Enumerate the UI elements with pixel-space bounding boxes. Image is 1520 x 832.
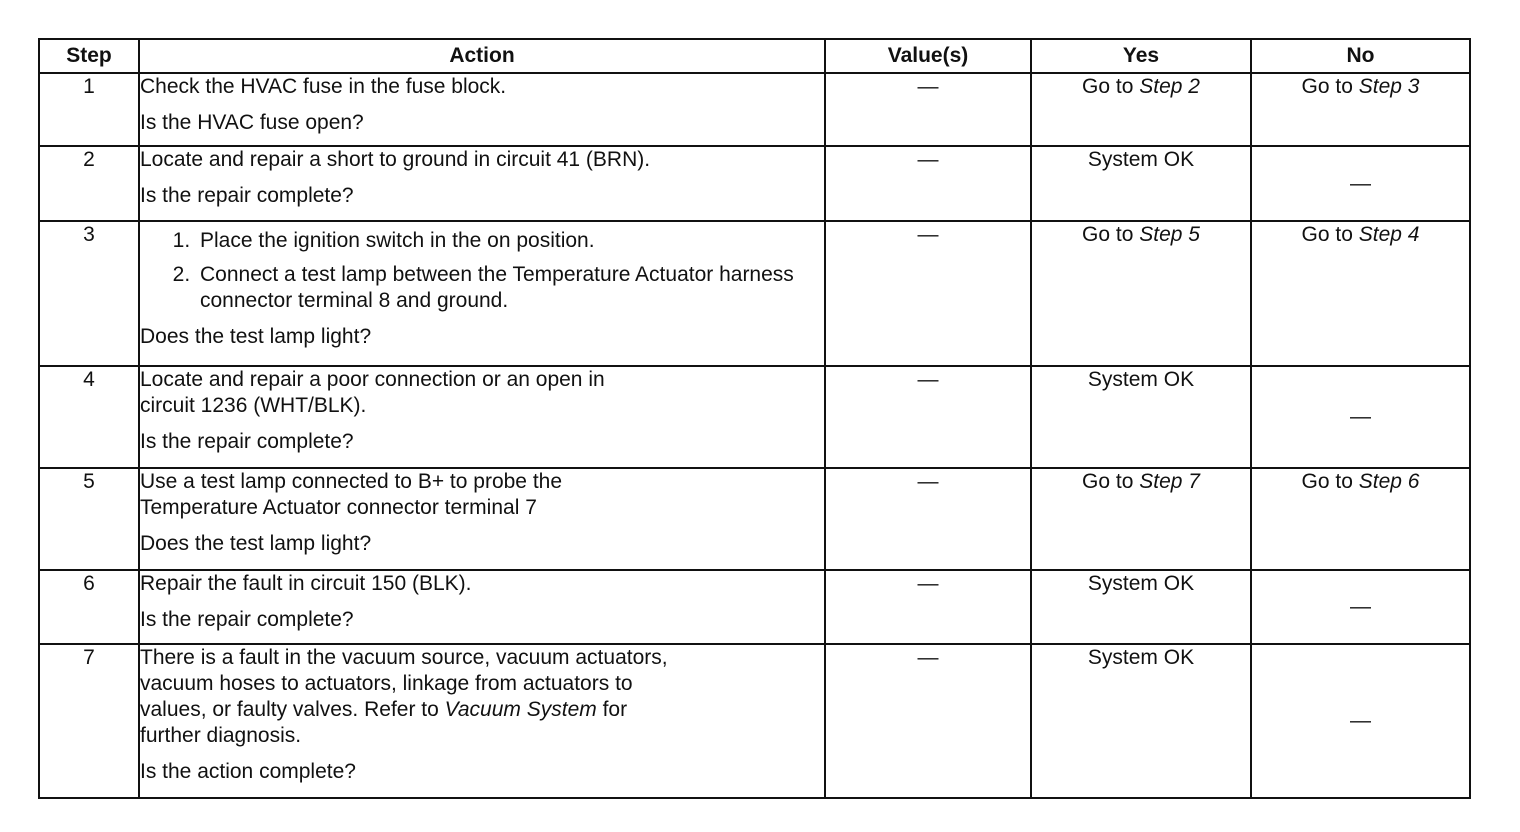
vacuum-system-reference[interactable]: Vacuum System bbox=[444, 698, 597, 721]
step-number: 6 bbox=[39, 570, 139, 644]
no-prefix: Go to bbox=[1301, 75, 1359, 98]
no-step-link[interactable]: Step 4 bbox=[1358, 223, 1420, 246]
yes-step-link[interactable]: Step 5 bbox=[1139, 223, 1200, 246]
value-cell: — bbox=[825, 366, 1031, 468]
question-text: Is the repair complete? bbox=[140, 608, 354, 631]
action-text: Temperature Actuator connector terminal 7 bbox=[140, 496, 537, 519]
value-cell: — bbox=[825, 468, 1031, 570]
substep-list bbox=[140, 228, 824, 314]
action-text: circuit 1236 (WHT/BLK). bbox=[140, 394, 367, 417]
yes-cell: System OK bbox=[1031, 146, 1251, 221]
yes-cell bbox=[1031, 468, 1251, 570]
no-cell: — bbox=[1251, 570, 1470, 644]
step-number: 3 bbox=[39, 221, 139, 366]
action-text: Locate and repair a short to ground in circuit 41 (BRN). bbox=[140, 148, 651, 171]
action-text: Check the HVAC fuse in the fuse block. bbox=[140, 75, 507, 98]
action-text: further diagnosis. bbox=[140, 724, 302, 747]
no-step-link[interactable]: Step 6 bbox=[1358, 470, 1420, 493]
yes-cell: System OK bbox=[1031, 570, 1251, 644]
question-text: Does the test lamp light? bbox=[140, 532, 372, 555]
no-step-link[interactable]: Step 3 bbox=[1358, 75, 1420, 98]
no-cell: — bbox=[1251, 366, 1470, 468]
yes-step-link[interactable]: Step 7 bbox=[1139, 470, 1200, 493]
yes-prefix: Go to bbox=[1082, 75, 1140, 98]
table-row bbox=[39, 73, 1470, 146]
action-cell bbox=[139, 570, 825, 644]
header-row bbox=[39, 39, 1470, 73]
no-cell bbox=[1251, 221, 1470, 366]
table-row bbox=[39, 146, 1470, 221]
step-number: 5 bbox=[39, 468, 139, 570]
no-cell: — bbox=[1251, 644, 1470, 798]
value-cell: — bbox=[825, 73, 1031, 146]
table-row bbox=[39, 644, 1470, 798]
question-text: Is the repair complete? bbox=[140, 430, 354, 453]
action-text bbox=[140, 697, 824, 723]
table-row bbox=[39, 570, 1470, 644]
table-row bbox=[39, 366, 1470, 468]
no-cell: — bbox=[1251, 146, 1470, 221]
no-cell bbox=[1251, 468, 1470, 570]
question-text: Is the action complete? bbox=[140, 760, 356, 783]
header-action: Action bbox=[139, 39, 825, 73]
action-cell bbox=[139, 73, 825, 146]
action-text: Repair the fault in circuit 150 (BLK). bbox=[140, 572, 472, 595]
no-prefix: Go to bbox=[1301, 223, 1359, 246]
action-text: vacuum hoses to actuators, linkage from actuators to bbox=[140, 672, 633, 695]
value-cell: — bbox=[825, 221, 1031, 366]
action-cell bbox=[139, 146, 825, 221]
step-number: 7 bbox=[39, 644, 139, 798]
diagnostic-table bbox=[38, 38, 1471, 799]
table-row bbox=[39, 468, 1470, 570]
no-cell bbox=[1251, 73, 1470, 146]
question-text: Does the test lamp light? bbox=[140, 325, 372, 348]
yes-cell: System OK bbox=[1031, 366, 1251, 468]
table-row bbox=[39, 221, 1470, 366]
action-text-part: for bbox=[596, 698, 628, 721]
question-text: Is the repair complete? bbox=[140, 184, 354, 207]
action-cell bbox=[139, 644, 825, 798]
header-no: No bbox=[1251, 39, 1470, 73]
action-text: There is a fault in the vacuum source, vacuum actuators, bbox=[140, 646, 668, 669]
value-cell: — bbox=[825, 146, 1031, 221]
action-text: Use a test lamp connected to B+ to probe the bbox=[140, 470, 563, 493]
substep-item: 2. Connect a test lamp between the Temperature Actuator harness connector terminal 8 and ground. bbox=[196, 262, 824, 314]
action-cell bbox=[139, 366, 825, 468]
yes-step-link[interactable]: Step 2 bbox=[1139, 75, 1200, 98]
question-text: Is the HVAC fuse open? bbox=[140, 111, 364, 134]
yes-prefix: Go to bbox=[1082, 223, 1140, 246]
action-text-part: values, or faulty valves. Refer to bbox=[140, 698, 445, 721]
yes-prefix: Go to bbox=[1082, 470, 1140, 493]
value-cell: — bbox=[825, 644, 1031, 798]
header-yes: Yes bbox=[1031, 39, 1251, 73]
step-number: 1 bbox=[39, 73, 139, 146]
value-cell: — bbox=[825, 570, 1031, 644]
step-number: 4 bbox=[39, 366, 139, 468]
header-step: Step bbox=[39, 39, 139, 73]
yes-cell: System OK bbox=[1031, 644, 1251, 798]
action-cell bbox=[139, 468, 825, 570]
yes-cell bbox=[1031, 221, 1251, 366]
header-values: Value(s) bbox=[825, 39, 1031, 73]
yes-cell bbox=[1031, 73, 1251, 146]
substep-item: 1. Place the ignition switch in the on position. bbox=[196, 228, 824, 254]
action-text: Locate and repair a poor connection or an open in bbox=[140, 368, 605, 391]
no-prefix: Go to bbox=[1301, 470, 1359, 493]
step-number: 2 bbox=[39, 146, 139, 221]
action-cell bbox=[139, 221, 825, 366]
